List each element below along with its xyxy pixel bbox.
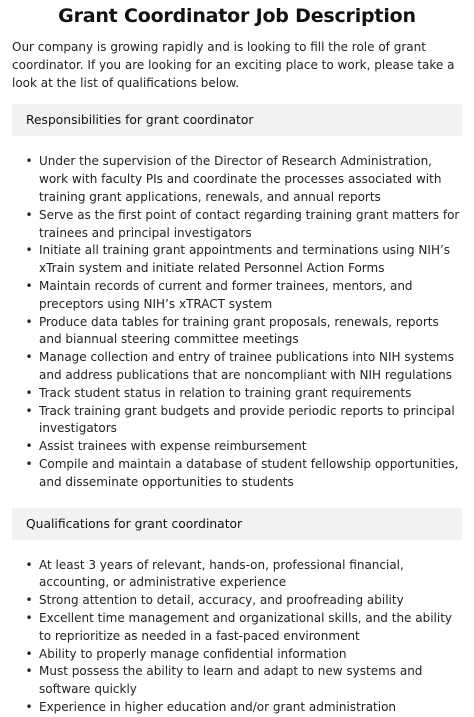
- list-item-text: Maintain records of current and former trainees, mentors, and preceptors using NIH’s xTRACT system: [39, 278, 413, 311]
- list-item-text: Must possess the ability to learn and adapt to new systems and software quickly: [39, 664, 423, 697]
- bullet-icon: •: [25, 154, 33, 169]
- list-item: [25, 592, 462, 610]
- list-item-text: At least 3 years of relevant, hands-on, professional financial, accounting, or administrative experience: [39, 557, 404, 590]
- bullet-icon: •: [25, 207, 33, 222]
- list-item-text: Serve as the first point of contact regarding training grant matters for trainees and principal investigators: [39, 207, 460, 240]
- bullet-icon: •: [25, 699, 33, 714]
- list-item: [25, 278, 462, 314]
- list-item: [25, 385, 462, 403]
- bullet-icon: •: [25, 403, 33, 418]
- list-item: [25, 153, 462, 206]
- list-item-text: Initiate all training grant appointments and terminations using NIH’s xTrain system and initiate related Personnel Action Forms: [39, 243, 451, 276]
- list-item-text: Under the supervision of the Director of Research Administration, work with faculty PIs and coordinate the processes associated with training grant applications, renewals, and annual reports: [39, 154, 442, 204]
- list-item-text: Compile and maintain a database of student fellowship opportunities, and disseminate opportunities to students: [39, 456, 459, 489]
- page-title: Grant Coordinator Job Description: [58, 5, 416, 27]
- bullet-icon: •: [25, 557, 33, 572]
- intro-paragraph: Our company is growing rapidly and is looking to fill the role of grant coordinator. If you are looking for an exciting place to work, please take a look at the list of qualifications below.: [12, 40, 455, 90]
- list-item: [25, 314, 462, 350]
- list-item-text: Produce data tables for training grant proposals, renewals, reports and biannual steering committee meetings: [39, 314, 439, 347]
- list-item-text: Excellent time management and organizational skills, and the ability to reprioritize as needed in a fast-paced environment: [39, 610, 453, 643]
- bullet-icon: •: [25, 278, 33, 293]
- list-item: [25, 557, 462, 593]
- bullet-icon: •: [25, 664, 33, 679]
- responsibilities-list: [12, 153, 462, 491]
- list-item-text: Strong attention to detail, accuracy, and proofreading ability: [39, 593, 404, 608]
- list-item: [25, 438, 462, 456]
- bullet-icon: •: [25, 350, 33, 365]
- bullet-icon: •: [25, 385, 33, 400]
- list-item: [25, 403, 462, 439]
- list-item-text: Assist trainees with expense reimbursement: [39, 439, 307, 454]
- list-item-text: Ability to properly manage confidential information: [39, 646, 347, 661]
- qualifications-list: [12, 557, 462, 717]
- responsibilities-heading: Responsibilities for grant coordinator: [12, 104, 462, 136]
- list-item-text: Track student status in relation to training grant requirements: [39, 385, 412, 400]
- bullet-icon: •: [25, 610, 33, 625]
- list-item: [25, 242, 462, 278]
- bullet-icon: •: [25, 314, 33, 329]
- qualifications-heading: Qualifications for grant coordinator: [12, 508, 462, 540]
- list-item: [25, 456, 462, 492]
- list-item: [25, 699, 462, 717]
- list-item: [25, 349, 462, 385]
- list-item: [25, 207, 462, 243]
- bullet-icon: •: [25, 243, 33, 258]
- list-item: [25, 646, 462, 664]
- bullet-icon: •: [25, 456, 33, 471]
- list-item-text: Experience in higher education and/or grant administration: [39, 699, 397, 714]
- list-item: [25, 663, 462, 699]
- list-item: [25, 610, 462, 646]
- bullet-icon: •: [25, 646, 33, 661]
- list-item-text: Manage collection and entry of trainee publications into NIH systems and address publications that are noncompliant with NIH regulations: [39, 350, 454, 382]
- list-item-text: Track training grant budgets and provide periodic reports to principal investigators: [39, 403, 455, 436]
- bullet-icon: •: [25, 439, 33, 454]
- bullet-icon: •: [25, 593, 33, 608]
